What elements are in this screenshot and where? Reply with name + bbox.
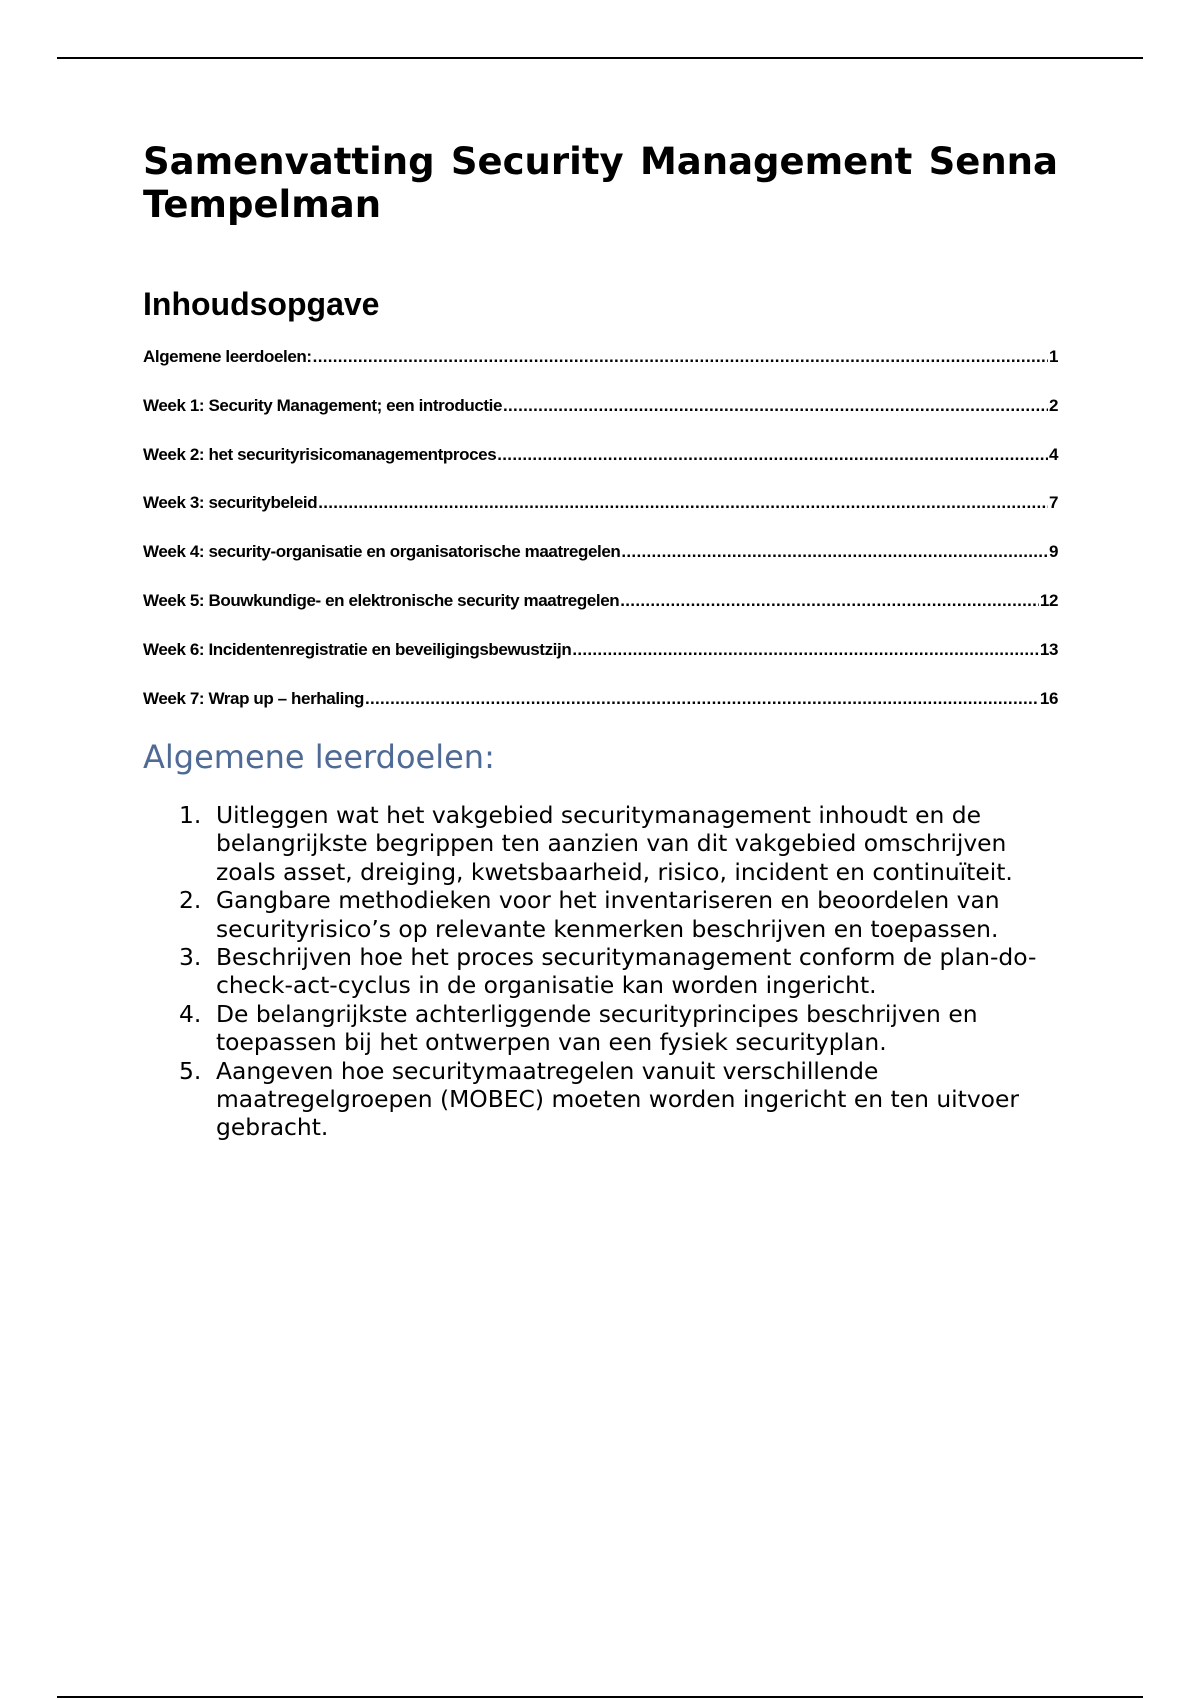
list-item-text: Gangbare methodieken voor het inventariseren en beoordelen van securityrisico’s op relevante kenmerken beschrijven en toepassen. bbox=[216, 886, 1000, 943]
toc-entry-page: 12 bbox=[1039, 590, 1058, 610]
toc-entry-week-1[interactable] bbox=[143, 396, 1058, 445]
toc-entry-label: Week 4: security-organisatie en organisatorische maatregelen bbox=[143, 542, 621, 562]
toc-entry-week-5[interactable] bbox=[143, 591, 1058, 640]
section-heading-algemene-leerdoelen: Algemene leerdoelen: bbox=[143, 738, 495, 776]
toc-dot-leader bbox=[313, 347, 1048, 367]
list-item bbox=[143, 1057, 1058, 1142]
toc-dot-leader bbox=[318, 493, 1048, 513]
toc-entry-page: 4 bbox=[1048, 444, 1058, 464]
learning-goals-list bbox=[143, 801, 1058, 1142]
toc-dot-leader bbox=[620, 591, 1039, 611]
list-item bbox=[143, 886, 1058, 943]
toc-dot-leader bbox=[365, 689, 1039, 709]
footer-rule bbox=[57, 1696, 1143, 1698]
toc-entry-page: 1 bbox=[1048, 347, 1058, 366]
list-item-number: 3. bbox=[179, 943, 202, 972]
list-item bbox=[143, 943, 1058, 1000]
list-item-text: Beschrijven hoe het proces securitymanagement conform de plan-do-check-act-cyclus in de organisatie kan worden ingericht. bbox=[216, 943, 1037, 1000]
toc-entry-week-2[interactable] bbox=[143, 445, 1058, 494]
toc-dot-leader bbox=[497, 445, 1048, 465]
header-rule bbox=[57, 57, 1143, 59]
toc-entry-label: Algemene leerdoelen: bbox=[143, 347, 312, 366]
list-item-number: 2. bbox=[179, 886, 202, 915]
list-item-text: De belangrijkste achterliggende securityprincipes beschrijven en toepassen bij het ontwerpen van een fysiek securityplan. bbox=[216, 999, 978, 1057]
toc-entry-label: Week 7: Wrap up – herhaling bbox=[143, 688, 364, 708]
toc-entry-page: 13 bbox=[1039, 639, 1058, 659]
toc-entry-week-4[interactable] bbox=[143, 542, 1058, 591]
toc-dot-leader bbox=[572, 640, 1039, 660]
list-item-number: 1. bbox=[179, 801, 202, 829]
document-title: Samenvatting Security Management Senna Tempelman bbox=[143, 140, 1058, 226]
toc-entry-page: 7 bbox=[1048, 493, 1058, 513]
toc-heading: Inhoudsopgave bbox=[143, 286, 380, 322]
list-item-number: 4. bbox=[179, 999, 202, 1028]
toc-entry-week-3[interactable] bbox=[143, 493, 1058, 542]
toc-entry-page: 9 bbox=[1048, 542, 1058, 562]
toc-entry-page: 2 bbox=[1048, 395, 1058, 415]
list-item bbox=[143, 1000, 1058, 1057]
toc-entry-algemene-leerdoelen[interactable] bbox=[143, 347, 1058, 396]
toc-entry-label: Week 1: Security Management; een introductie bbox=[143, 395, 503, 415]
list-item bbox=[143, 801, 1058, 886]
toc-entry-label: Week 6: Incidentenregistratie en beveiligingsbewustzijn bbox=[143, 639, 572, 659]
table-of-contents bbox=[143, 347, 1058, 737]
toc-entry-label: Week 3: securitybeleid bbox=[143, 493, 318, 513]
toc-entry-week-6[interactable] bbox=[143, 640, 1058, 689]
toc-entry-label: Week 2: het securityrisicomanagementproces bbox=[143, 444, 497, 464]
toc-entry-page: 16 bbox=[1039, 688, 1058, 708]
list-item-number: 5. bbox=[179, 1056, 202, 1085]
toc-entry-week-7[interactable] bbox=[143, 689, 1058, 738]
toc-dot-leader bbox=[503, 396, 1048, 416]
list-item-text: Uitleggen wat het vakgebied securitymanagement inhoudt en de belangrijkste begrippen ten aanzien van dit vakgebied omschrijven zoals asset, dreiging, kwetsbaarheid, risico, incident en continuïteit. bbox=[216, 801, 1013, 886]
toc-dot-leader bbox=[621, 542, 1048, 562]
toc-entry-label: Week 5: Bouwkundige- en elektronische security maatregelen bbox=[143, 590, 620, 610]
list-item-text: Aangeven hoe securitymaatregelen vanuit verschillende maatregelgroepen (MOBEC) moeten worden ingericht en ten uitvoer gebracht. bbox=[216, 1056, 1019, 1142]
